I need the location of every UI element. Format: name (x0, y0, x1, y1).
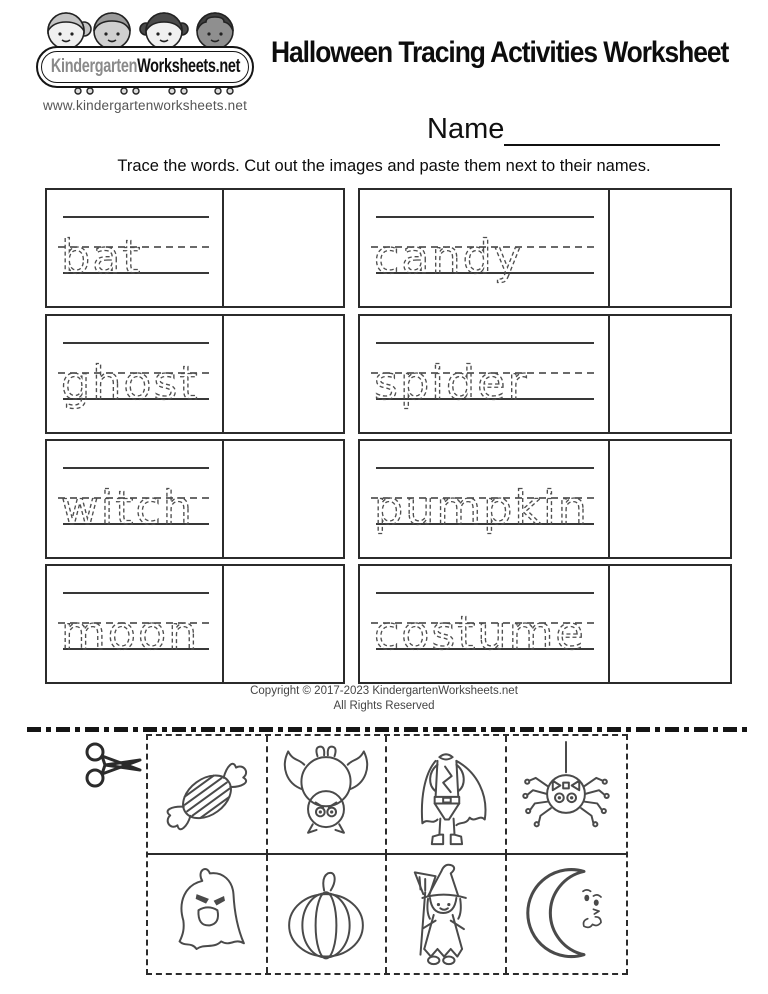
cutout-cell-candy (148, 736, 268, 855)
name-blank-line (504, 108, 720, 146)
cutout-cell-bat (268, 736, 388, 855)
name-label: Name (427, 113, 505, 145)
cutout-cell-costume (387, 736, 507, 855)
logo-kids-icon (40, 4, 252, 50)
traced-word: pumpkin (374, 481, 589, 535)
traced-word: costume (374, 606, 586, 660)
writing-guides (360, 316, 608, 432)
paste-box (222, 316, 343, 432)
writing-guides (47, 441, 222, 557)
scissors-icon (84, 737, 146, 793)
traced-word: witch (61, 481, 194, 535)
tracing-box-ghost (45, 314, 345, 434)
tracing-box-moon (45, 564, 345, 684)
pumpkin-image (274, 859, 378, 969)
logo-brand (50, 56, 239, 78)
writing-guides (47, 566, 222, 682)
instruction-text: Trace the words. Cut out the images and paste them next to their names. (117, 157, 651, 175)
tracing-word-area (47, 190, 222, 306)
tracing-word-area (47, 566, 222, 682)
paste-box (222, 566, 343, 682)
tracing-box-candy (358, 188, 732, 308)
logo-badge (36, 46, 254, 88)
logo-brand-suffix: Worksheets.net (136, 56, 240, 77)
rights-line: All Rights Reserved (333, 700, 435, 712)
traced-word: bat (61, 230, 143, 284)
copyright (0, 684, 768, 714)
tracing-word-area (360, 316, 608, 432)
cut-line (27, 727, 752, 732)
logo-brand-prefix: Kindergarten (50, 56, 137, 77)
candy-image (155, 739, 259, 849)
cutout-cell-ghost (148, 855, 268, 974)
tracing-word-area (360, 566, 608, 682)
cutout-grid (146, 734, 628, 975)
cutout-cell-witch (387, 855, 507, 974)
paste-box (222, 441, 343, 557)
ghost-image (155, 859, 259, 969)
tracing-word-area (47, 316, 222, 432)
traced-word: candy (374, 230, 524, 284)
writing-guides (47, 190, 222, 306)
traced-word: spider (374, 356, 529, 410)
cutout-cell-moon (507, 855, 627, 974)
page-title: Halloween Tracing Activities Worksheet (271, 36, 729, 69)
bat-image (274, 739, 378, 849)
witch-image (394, 859, 498, 969)
moon-image (514, 859, 618, 969)
paste-box (608, 190, 730, 306)
tracing-word-area (360, 190, 608, 306)
paste-box (608, 441, 730, 557)
tracing-word-area (47, 441, 222, 557)
paste-box (608, 316, 730, 432)
writing-guides (360, 441, 608, 557)
paste-box (608, 566, 730, 682)
name-row (427, 108, 720, 146)
paste-box (222, 190, 343, 306)
spider-image (514, 739, 618, 849)
tracing-word-area (360, 441, 608, 557)
copyright-line: Copyright © 2017-2023 KindergartenWorksheets.net (250, 685, 518, 697)
traced-word: ghost (61, 356, 200, 410)
tracing-box-spider (358, 314, 732, 434)
tracing-box-bat (45, 188, 345, 308)
costume-image (394, 739, 498, 849)
tracing-box-pumpkin (358, 439, 732, 559)
cutout-cell-spider (507, 736, 627, 855)
tracing-box-witch (45, 439, 345, 559)
logo-url: www.kindergartenworksheets.net (42, 98, 248, 113)
tracing-box-costume (358, 564, 732, 684)
traced-word: moon (61, 606, 200, 660)
writing-guides (360, 190, 608, 306)
writing-guides (360, 566, 608, 682)
cutout-cell-pumpkin (268, 855, 388, 974)
writing-guides (47, 316, 222, 432)
